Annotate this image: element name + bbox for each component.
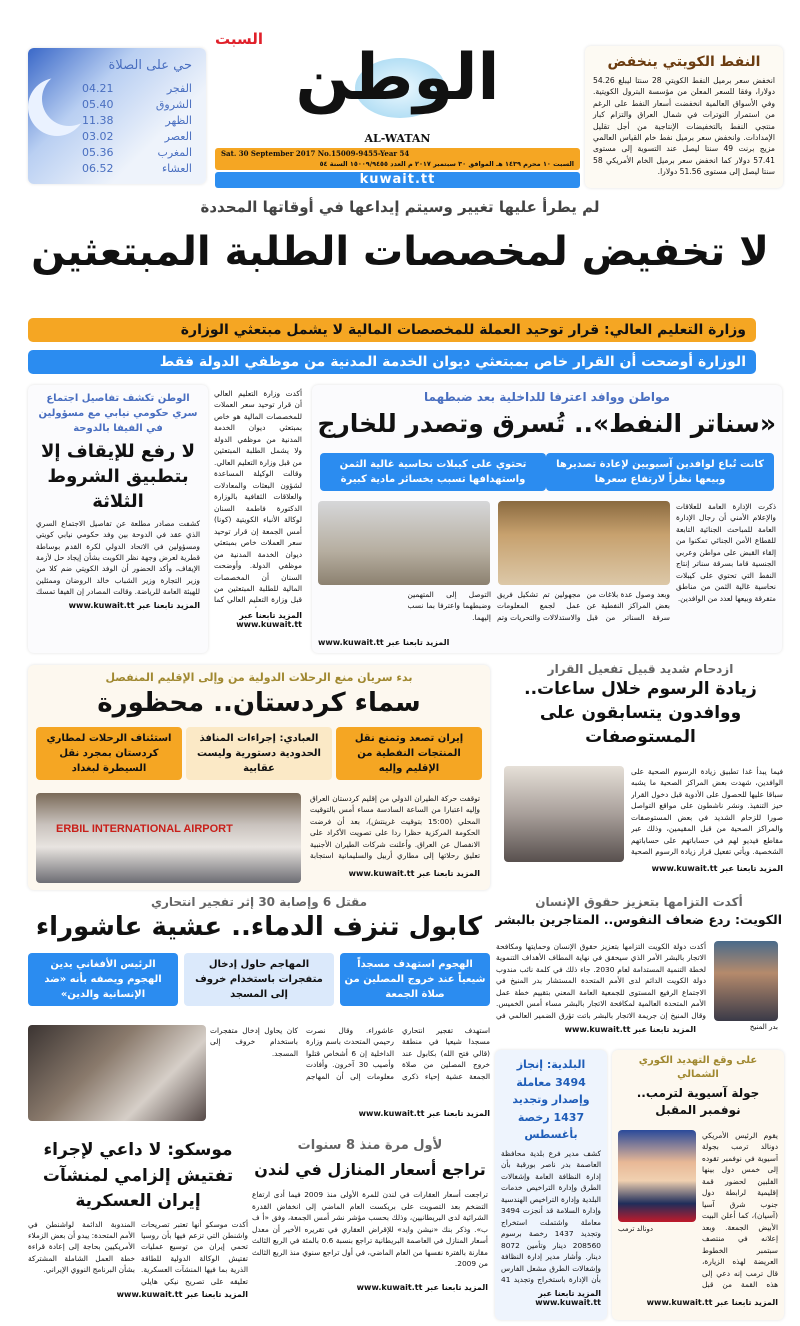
prayer-name: الشروق (155, 98, 192, 111)
kabul-body: استهدف تفجير انتحاري مسجدا شيعيا في منطقة (قالي فتح الله) بكابول عند خروج المصلين من صلاة الجمعة عشية إحياء ذكرى عاشوراء. وقال نصرت رحيمي المتحدث باسم وزارة الداخلية إن 6 أشخاص قتلوا وأصيب 30 آخرون. وأفادت معلومات إلى أن المهاجم كان يحاول إدخال متفجرات باستخدام خروف إلى المسجد. (210, 1026, 490, 1081)
oil-theft-kicker: مواطن ووافد اعترفا للداخلية بعد ضبطهما (424, 390, 670, 404)
photo-desert-site (498, 501, 670, 585)
municipality-body: كشف مدير فرع بلدية محافظة العاصمة بدر ناصر بورقبة بأن إدارة النظافة العامة وإشغالات الطرق وإدارة التراخيص خدمات البلدية وإدارة التراخيص الهندسية وإدارة السلامة قد أنجزت 3494 معاملة واشتملت استخراج وتجديد 1437 رخصة برسوم 208560 دينار وتأمين 8072 دينار. وأشار مدير إدارة النظافة وإشغالات الطرق مشعل الفارس بأن الإدارة باستخراج وتجديد 41 (501, 1148, 601, 1285)
trafficking-more-link[interactable]: المزيد تابعنا عبر www.kuwait.tt (564, 1025, 696, 1034)
kurdistan-body: توقفت حركة الطيران الدولي من إقليم كردستان العراق وإليه اعتبارا من الساعة السادسة مساء أمس بالتوقيت المحلي (15:00 بتوقيت غرينتش)، بعد أن فرضت الحكومة المركزية حظرا ردا على تصويت الأكراد على الانفصال عن العراق. وأعلنت شركات الطيران الأجنبية تعليق رحلاتها إلى مطاري أربيل والسليمانية استجابة (310, 794, 480, 861)
prayer-row (82, 82, 192, 96)
trump-more-link[interactable]: المزيد تابعنا عبر www.kuwait.tt (646, 1298, 778, 1307)
fifa-kicker: الوطن تكشف تفاصيل اجتماع سري حكومي نيابي مع مسؤولين في الفيفا بالدوحة (38, 393, 198, 434)
kurdistan-story (28, 665, 490, 890)
london-headline[interactable]: تراجع أسعار المنازل في لندن (254, 1160, 486, 1179)
prayer-times-box (28, 48, 206, 184)
prayer-time: 11.38 (82, 114, 114, 127)
kabul-kicker: مقتل 6 وإصابة 30 إثر تفجير انتحاري (150, 895, 368, 909)
moscow-more-link[interactable]: المزيد تابعنا عبر www.kuwait.tt (116, 1289, 248, 1299)
logo-arabic: الوطن (295, 41, 500, 115)
trafficking-story (496, 895, 782, 1045)
masthead-logo[interactable] (215, 28, 580, 146)
oil-title: النفط الكويتي ينخفض (607, 54, 761, 70)
municipality-headline[interactable]: البلدية: إنجاز 3494 معاملة وإصدار وتجديد 1437 رخصة بأغسطس (512, 1058, 590, 1142)
day-label: السبت (215, 30, 264, 48)
oil-theft-callout: تحتوي على كيبلات نحاسية غالية الثمن واستهدافها تسبب بخسائر مادية كبيرة (320, 453, 546, 491)
lead-bar-1: وزارة التعليم العالي: قرار توحيد العملة للمخصصات المالية لا يشمل مبتعثي الوزارة (28, 318, 756, 342)
municipality-story (495, 1050, 607, 1320)
trump-caption: دونالد ترمب (618, 1225, 654, 1233)
prayer-time: 03.02 (82, 130, 114, 143)
moscow-story (28, 1138, 248, 1323)
municipality-more-link[interactable]: المزيد تابعنا عبر www.kuwait.tt (535, 1288, 601, 1307)
logo-english: AL-WATAN (364, 132, 431, 145)
lead-body-column (214, 388, 302, 653)
dateline (215, 148, 580, 170)
trump-story (612, 1050, 784, 1320)
prayer-title: حي على الصلاة (108, 58, 192, 73)
fees-story (498, 662, 783, 890)
oil-theft-callout: كانت تُباع لوافدين آسيويين لإعادة تصديرها وبيعها نظراً لارتفاع سعرها (546, 453, 774, 491)
photo-donald-trump (618, 1130, 696, 1222)
prayer-time: 05.36 (82, 146, 114, 159)
oil-body: انخفض سعر برميل النفط الكويتي 28 سنتا ليبلغ 54.26 دولارا، وفقا للسعر المعلن من مؤسسة البترول الكويتية. وفي الأسواق العالمية انخفضت أسعار النفط على الرغم من استمرار التوترات في شمال العراق والتزام كبار منتجي النفط بالتخفيضات الإنتاجية من أجل تقليل الإمدادات. وانخفض سعر برميل نفط خام القياس العالمي مزيج برنت 49 سنتا ليصل عند التسوية إلى مستوى 57.41 دولار كما انخفض سعر برميل الخام الأمريكي 58 سنتا ليصل إلى مستوى 51.56 دولارا. (593, 76, 775, 177)
lead-bar-2: الوزارة أوضحت أن القرار خاص بمبتعثي ديوان الخدمة المدنية من موظفي الدولة فقط (28, 350, 756, 374)
date-english: Sat. 30 September 2017 No.15009-9455-Year 54 (221, 149, 410, 158)
lead-deck: لم يطرأ عليها تغيير وسيتم إيداعها في أوقاتها المحددة (200, 198, 600, 216)
trafficking-caption: بدر المنيخ (749, 1023, 778, 1031)
oil-theft-body-right: ذكرت الإدارة العامة للعلاقات والإعلام الأمني أن رجال الإدارة العامة للمباحث الجنائية التابعة للقطاع الأمن الجنائي تمكنوا من إلقاء القبض على مواطن وعربي الجنسية قاما بسرقة سناتر إنتاج النفط التي تحتوي على كيبلات نحاسية غالية الثمن من مناطق متفرقة وبيعها لعدد من الوافدين. (676, 502, 776, 603)
trump-headline[interactable]: جولة آسيوية لترمب.. نوفمبر المقبل (636, 1086, 760, 1117)
moscow-body: أكدت موسكو أنها تعتبر تصريحات واشنطن التي تزعم فيها بأن روسيا تحمي إيران من توسيع عمليات تفتيش الوكالة الدولية للطاقة الذرية بما فيها المنشآت العسكرية. تعليقه على تصريح نيكي هايلي المندوبة الدائمة لواشنطن في الأمم المتحدة: يبدو أن بعض الزملاء الأمريكيين بحاجة إلى إعادة قراءة خطة العمل الشاملة المشتركة بشأن البرنامج النووي الإيراني. (28, 1219, 248, 1286)
kabul-headline[interactable]: كابول تنزف الدماء.. عشية عاشوراء (35, 912, 483, 942)
kurdistan-callout: العبادي: إجراءات المنافذ الحدودية دستورية وليست عقابية (186, 727, 332, 780)
london-kicker: لأول مرة منذ 8 سنوات (297, 1138, 443, 1153)
fees-more-link[interactable]: المزيد تابعنا عبر www.kuwait.tt (651, 864, 783, 873)
prayer-row (82, 162, 192, 176)
fees-headline[interactable]: زيادة الرسوم خلال ساعات.. ووافدون يتسابقون على المستوصفات (524, 679, 757, 747)
kabul-callout: الرئيس الأفغاني يدين الهجوم ويصفه بأنه «ضد الإنسانية والدين» (28, 953, 178, 1006)
fifa-story (28, 385, 208, 653)
prayer-time: 05.40 (82, 98, 114, 111)
prayer-row (82, 98, 192, 112)
fifa-body: كشفت مصادر مطلعة عن تفاصيل الاجتماع السري الذي عقد في الدوحة بين وفد حكومي نيابي كويتي ومسؤولين في الاتحاد الدولي لكرة القدم بوساطة قطرية لعرض وجهة نظر الكويت بشأن إيجاد حل لأزمة الإيقاف، وأكد الحضور أن الوفد الكويتي ضم كلا من وزير التجارة وزير الشباب خالد الروضان وممثلين للهيئة العامة للرياضة. وقالت المصادر إن الفيفا تمسك (36, 518, 200, 597)
london-body: تراجعت أسعار العقارات في لندن للمرة الأولى منذ 2009 فيما أدى ارتفاع التضخم بعد التصويت على بريكست العام الماضي إلى انخفاض القدرة الشرائية لدى البريطانيين، وذلك بحسب مؤشر نشر أمس الجمعة، وفق «أ ف ب». وذكر بنك «نيشن وايد» للإقراض العقاري في تقريره الأخير أن معدل أسعار المنازل في العاصمة البريطانية تراجع بنسبة 0.6 بالمئة في الربع الثالث مقارنة بالفترة نفسها من العام الماضي، في أول تراجع سنوي منذ الربع الثالث من 2009. (252, 1190, 488, 1269)
kurdistan-kicker: بدء سريان منع الرحلات الدولية من وإلى الإقليم المنفصل (105, 671, 413, 684)
oil-theft-headline[interactable]: «سناتر النفط».. تُسرق وتصدر للخارج (317, 409, 776, 438)
moscow-headline[interactable]: موسكو: لا داعي لإجراء تفتيش إلزامي لمنشآت إيران العسكرية (42, 1140, 234, 1211)
lead-headline[interactable]: لا تخفيض لمخصصات الطلبة المبتعثين (31, 229, 769, 275)
kurdistan-more-link[interactable]: المزيد تابعنا عبر www.kuwait.tt (348, 869, 480, 878)
prayer-name: الفجر (166, 82, 192, 95)
prayer-name: الظهر (165, 114, 192, 127)
trafficking-kicker: أكدت التزامها بتعزيز حقوق الإنسان (535, 895, 743, 909)
prayer-time: 06.52 (82, 162, 114, 175)
kabul-more-link[interactable]: المزيد تابعنا عبر www.kuwait.tt (358, 1109, 490, 1118)
date-arabic: السبت ١٠ محرم ١٤٣٩ هـ الموافق ٣٠ سبتمبر ٢٠١٧ م العدد ١٥٠٠٩/٩٤٥٥ السنة ٥٤ (319, 160, 574, 168)
prayer-row (82, 114, 192, 128)
oil-theft-body: وبعد وصول عدة بلاغات من بعض المراكز النفطية عن سرقة السناتر من قبل مجهولين تم تشكيل فريق عمل لجمع المعلومات والاستدلالات والتحريات وتم التوصل إلى المتهمين وضبطهما واعترفا بما نسب إليهما. (407, 590, 670, 622)
lead-body: أكدت وزارة التعليم العالي أن قرار توحيد سعر العملات للمخصصات المالية هو خاص بمبتعثي ديوان الخدمة المدنية من موظفي الدولة ولا يشمل الطلبة المبتعثين من قبل وزارة التعليم العالي. وقالت الوكيلة المساعدة لشؤون البعثات والمعادلات والعلاقات الثقافية بالوزارة الدكتورة فاطمة السنان لوكالة الأنباء الكويتية (كونا) أمس الجمعة إن قرار توحيد سعر العملات خاص بمبتعثي ديوان الخدمة المدنية من موظفي الدولة. وأوضحت السنان أن المخصصات المالية للطلبة المبتعثين من قبل وزارة التعليم العالي كما (214, 389, 302, 605)
airport-sign: ERBIL INTERNATIONAL AIRPORT (56, 823, 233, 835)
fifa-more-link[interactable]: المزيد تابعنا عبر www.kuwait.tt (68, 600, 200, 610)
photo-kabul-victims (28, 1025, 206, 1121)
fees-body: فيما يبدأ غدا تطبيق زيادة الرسوم الصحية على الوافدين، شهدت بعض المراكز الصحية ما يشبه سباقا عليها للحصول على الأدوية قبل دخول القرار حيز التنفيذ. ونشر ناشطون على مواقع التواصل صورا للزحام الشديد في بعض المستوصفات والمراكز الصحية من قبل المقيمين، وذلك عبر مقاطع فيديو لهم في حساباتهم على حساباتهم الشخصية. ويأتي تفعيل قرار زيادة الرسوم الصحية (631, 767, 783, 857)
kurdistan-callout: استئناف الرحلات لمطاري كردستان بمجرد نقل السيطرة لبغداد (36, 727, 182, 780)
kurdistan-callout: إيران تصعد وتمنع نقل المنتجات النفطية من الإقليم وإليه (336, 727, 482, 780)
lead-more-link[interactable]: المزيد تابعنا عبر www.kuwait.tt (236, 611, 302, 629)
trump-body: يقوم الرئيس الأمريكي دونالد ترمب بجولة آسيوية في نوفمبر تقوده إلى خمس دول بينها الفلبين لحضور قمة إقليمية لرابطة دول جنوب شرق آسيا (آسيان)، كما أعلن البيت الأبيض الجمعة. وبعد إعلانه في منتصف سبتمبر الخطوط العريضة لهذه الزيارة، قال ترمب إنه دعي إلى هذه القمة من قبل (702, 1131, 778, 1290)
fees-kicker: ازدحام شديد قبيل تفعيل القرار (547, 662, 734, 676)
fifa-headline[interactable]: لا رفع للإيقاف إلا بتطبيق الشروط الثلاثة (40, 441, 196, 513)
oil-theft-story (312, 385, 782, 653)
prayer-time: 04.21 (82, 82, 114, 95)
photo-erbil-airport (36, 793, 301, 883)
kabul-callout: المهاجم حاول إدخال متفجرات باستخدام خروف إلى المسجد (184, 953, 334, 1006)
photo-bader-almuneikh (714, 941, 778, 1021)
london-story (252, 1138, 488, 1323)
kabul-story (28, 895, 490, 1130)
site-link[interactable]: kuwait.tt (215, 172, 580, 188)
kabul-callout: الهجوم استهدف مسجداً شيعياً عند خروج المصلين من صلاة الجمعة (340, 953, 490, 1006)
prayer-name: العصر (164, 130, 192, 143)
kurdistan-headline[interactable]: سماء كردستان.. محظورة (97, 688, 421, 718)
photo-oil-equipment (318, 501, 490, 585)
prayer-name: المغرب (157, 146, 192, 159)
trump-kicker: على وقع التهديد الكوري الشمالي (638, 1055, 758, 1080)
prayer-row (82, 130, 192, 144)
london-more-link[interactable]: المزيد تابعنا عبر www.kuwait.tt (356, 1283, 488, 1293)
oil-price-box (585, 46, 783, 188)
oil-theft-more-link[interactable]: المزيد تابعنا عبر www.kuwait.tt (318, 638, 450, 647)
prayer-row (82, 146, 192, 160)
photo-clinic-crowd (504, 766, 624, 862)
trafficking-headline[interactable]: الكويت: ردع ضعاف النفوس.. المتاجرين بالبشر (495, 912, 782, 927)
trafficking-body: أكدت دولة الكويت التزامها بتعزيز حقوق الإنسان وحمايتها ومكافحة الاتجار بالبشر الأمر الذي سيحقق في نهاية المطاف الأهداف التنموية لخطة التنمية المستدامة لعام 2030. جاء ذلك في كلمة نائب مندوب دولة الكويت الدائم لدى الأمم المتحدة المستشار بدر المنيخ في الاجتماع الرفيع المستوى للجمعية العامة المعني بتقييم خطة عمل الأمم المتحدة العالمية لمكافحة الاتجار بالبشر مساء أمس الخميس. وقال المنيخ إن جريمة الاتجار بالبشر باتت تؤرق الضمير العالمي في (496, 942, 706, 1020)
prayer-name: العشاء (161, 162, 192, 175)
